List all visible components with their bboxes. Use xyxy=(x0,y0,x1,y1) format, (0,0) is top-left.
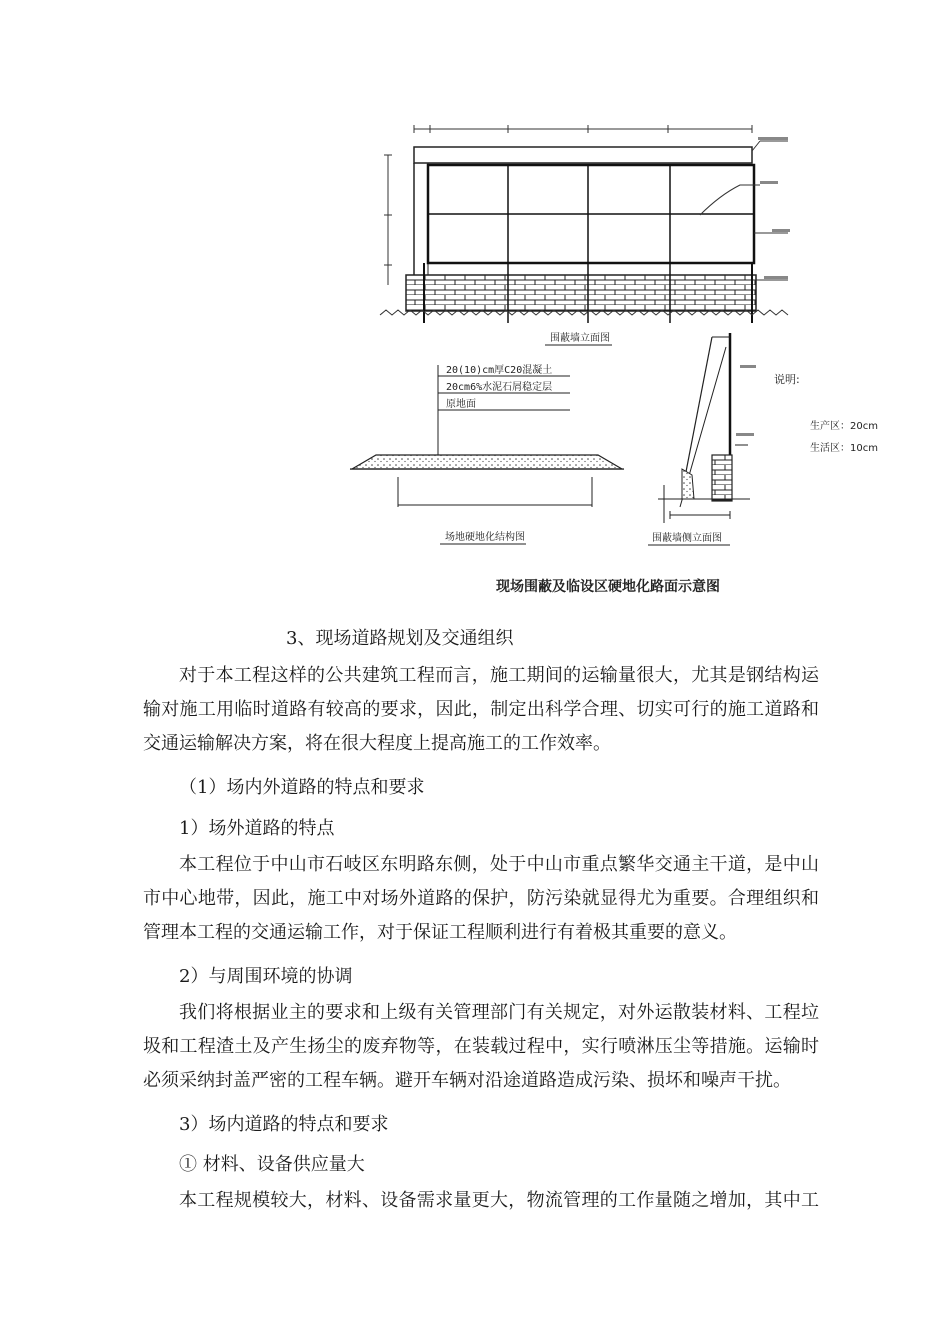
side-elevation-drawing xyxy=(658,333,756,523)
figure-title: 现场围蔽及临设区硬地化路面示意图 xyxy=(496,579,720,595)
subheading-internal-roads: 3）场内道路的特点和要求 xyxy=(179,1114,389,1135)
paragraph-environment: 我们将根据业主的要求和上级有关管理部门有关规定，对外运散装材料、工程垃圾和工程渣土及产生扬尘的废弃物等，在装载过程中，实行喷淋压尘等措施。运输时必须采纳封盖严密的工程车辆。避开车辆对沿途道路造成污染、损坏和噪声干扰。 xyxy=(143,1002,819,1091)
subheading-road-requirements: （1）场内外道路的特点和要求 xyxy=(179,777,425,798)
section-drawing xyxy=(350,363,624,507)
elevation-caption: 围蔽墙立面图 xyxy=(550,333,610,344)
layer-label-2: 20cm6%水泥石屑稳定层 xyxy=(446,382,553,393)
paragraph-intro: 对于本工程这样的公共建筑工程而言，施工期间的运输量很大，尤其是钢结构运输对施工用临时道路有较高的要求，因此，制定出科学合理、切实可行的施工道路和交通运输解决方案，将在很大程度上提高施工的工作效率。 xyxy=(143,665,819,754)
note-living: 生活区：10cm xyxy=(810,443,878,454)
wall-elevation-drawing xyxy=(380,125,790,323)
construction-drawing-figure xyxy=(340,115,900,615)
note-label: 说明: xyxy=(774,373,800,386)
list-item-material-supply: ① 材料、设备供应量大 xyxy=(179,1154,365,1175)
paragraph-external-roads: 本工程位于中山市石岐区东明路东侧，处于中山市重点繁华交通主干道，是中山市中心地带，因此，施工中对场外道路的保护，防污染就显得尤为重要。合理组织和管理本工程的交通运输工作，对于保证工程顺利进行有着极其重要的意义。 xyxy=(143,854,819,943)
paragraph-material-supply: 本工程规模较大，材料、设备需求量更大，物流管理的工作量随之增加，其中工 xyxy=(179,1190,819,1211)
subheading-external-roads: 1）场外道路的特点 xyxy=(179,818,335,839)
subheading-environment: 2）与周围环境的协调 xyxy=(179,966,353,987)
layer-label-3: 原地面 xyxy=(446,399,476,410)
section-caption: 场地硬地化结构图 xyxy=(445,532,525,543)
note-production: 生产区：20cm xyxy=(810,421,878,432)
layer-label-1: 20(10)cm厚C20混凝土 xyxy=(446,365,553,376)
section-heading: 3、现场道路规划及交通组织 xyxy=(286,628,514,649)
side-caption: 围蔽墙侧立面图 xyxy=(652,533,722,544)
drawing-svg xyxy=(340,115,900,615)
